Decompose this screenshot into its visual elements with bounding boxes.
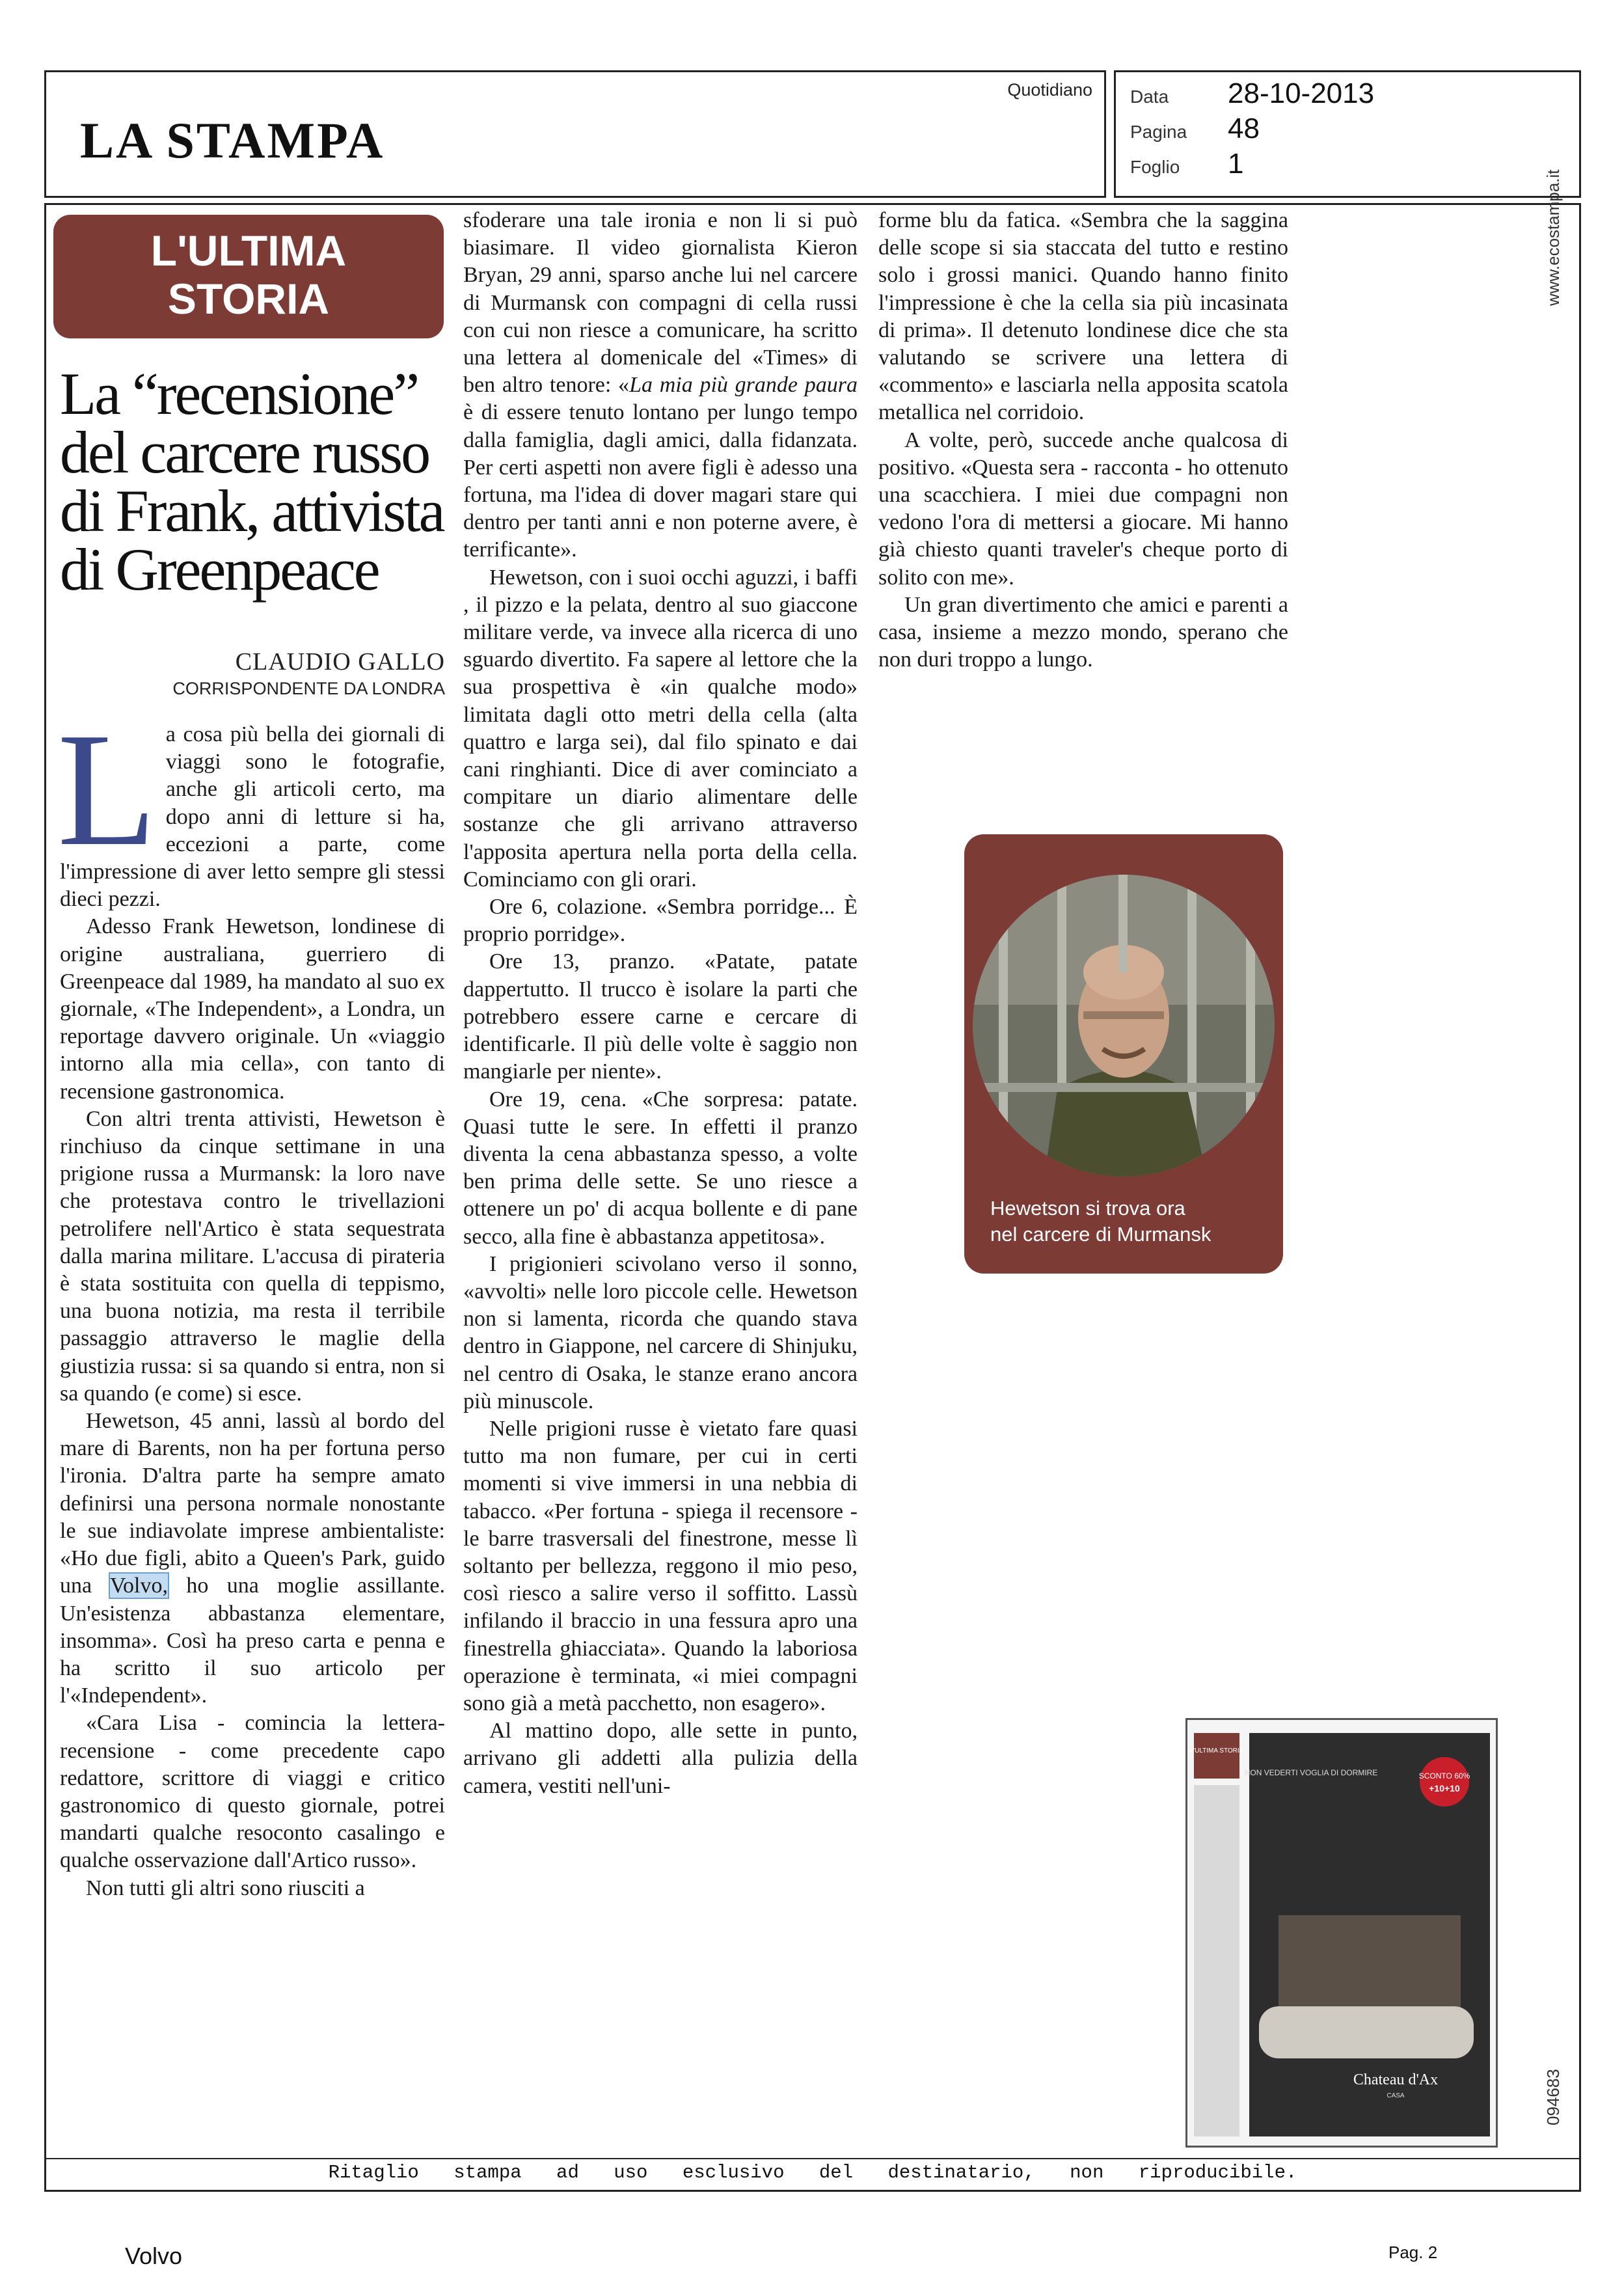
thumbnail-illustration	[1187, 1720, 1496, 2146]
author-name: CLAUDIO GALLO	[235, 648, 445, 676]
page-row	[1130, 113, 1260, 145]
paragraph: forme blu da fatica. «Sembra che la saggina delle scope si sia staccata del tutto e restino solo i grossi manici. Quando hanno finito l'impressione è che la cella sia più incasinata di prima». Il detenuto londinese dice che sta valutando se scrivere una lettera di «commento» e lasciarla nella apposita scatola metallica nel corridoio.	[878, 208, 1288, 425]
paragraph: Hewetson, 45 anni, lassù al bordo del mare di Barents, non ha per fortuna perso l'ironia. D'altra parte ha sempre amato definirsi una persona normale nonostante le sue indiavolate imprese ambientaliste: «Ho due figli, abito a Queen's Park, guido una Volvo, ho una moglie assillante. Un'esistenza abbastanza elementare, insomma». Così ha preso carta e penna e ha scritto il suo articolo per l'«Independent».	[60, 1409, 446, 1708]
paragraph: «Cara Lisa - comincia la lettera-recensione - come precedente capo redattore, scrittore di viaggi e critico gastronomico di questo giornale, potrei mandarti qualche resoconto casalingo e qualche osservazione dall'Artico russo».	[60, 1711, 445, 1873]
sheet-label: Foglio	[1130, 157, 1180, 177]
footer-divider	[44, 2158, 1581, 2159]
drop-cap: L	[57, 700, 157, 880]
byline	[60, 648, 445, 699]
article-column-3	[878, 207, 1288, 674]
paragraph: Con altri trenta attivisti, Hewetson è rinchiuso da cinque settimane in una prigione russa a Murmansk: la loro nave che protestava contro le trivellazioni petrolifere nell'Artico è stata sequestrata dalla marina militare. L'accusa di pirateria è stata sostituita con quella di teppismo, una buona notizia, ma resta il terribile passaggio attraverso le maglie della giustizia russa: si sa quando si entra, non si sa quando (e come) si esce.	[60, 1106, 445, 1406]
author-role: CORRISPONDENTE DA LONDRA	[172, 679, 445, 698]
date-value: 28-10-2013	[1228, 77, 1375, 109]
thumb-banner: NON VEDERTI VOGLIA DI DORMIRE	[1244, 1768, 1378, 1777]
sheet-row	[1130, 148, 1243, 180]
client-keyword: Volvo	[125, 2243, 183, 2269]
date-row	[1130, 77, 1374, 110]
thumb-offer: +10+10	[1429, 1783, 1460, 1794]
masthead-box	[44, 70, 1106, 198]
section-kicker	[53, 215, 444, 338]
paragraph: Non tutti gli altri sono riusciti a	[86, 1876, 365, 1900]
photo-illustration	[973, 875, 1275, 1177]
page-thumbnail	[1185, 1718, 1498, 2148]
photo-panel	[964, 834, 1283, 1274]
paragraph: I prigionieri scivolano verso il sonno, «avvolti» nelle loro piccole celle. Hewetson non si lamenta, ricorda che quando stava dentro in Giappone, nel carcere di Shinjuku, nel centro di Osaka, le stanze erano ancora più minuscole.	[463, 1251, 858, 1413]
paragraph: sfoderare una tale ironia e non li si può biasimare. Il video giornalista Kieron Bryan, 29 anni, sparso anche lui nel carcere di Murmansk con compagni di cella russi con cui non riesce a comunicare, ha scritto una lettera al domenicale del «Times» di ben altro tenore: «La mia più grande paura è di essere tenuto lontano per lungo tempo dalla famiglia, dagli amici, dalla fidanzata. Per certi aspetti non avere figli è adesso una fortuna, ma l'idea di dover magari stare qui dentro per tanti anni e non poterne avere, è terrificante».	[463, 208, 858, 562]
article-column-1	[57, 700, 446, 1902]
thumb-discount: SCONTO 60%	[1418, 1771, 1470, 1781]
paragraph: Nelle prigioni russe è vietato fare quasi tutto ma non fumare, per cui in certi momenti si vive immersi in una nebbia di tabacco. «Per fortuna - spiega il recensore - le barre trasversali del finestrone, messe lì soltanto per bellezza, reggono il mio peso, così riesco a salire verso il soffitto. Lassù infilando il braccio in una fessura apro una finestrella ghiacciata». Quando la laboriosa operazione è terminata, «i miei compagni sono già a metà pacchetto, non esagero».	[463, 1416, 858, 1715]
side-url: www.ecostampa.it	[1543, 169, 1563, 306]
thumb-brand-sub: CASA	[1387, 2092, 1405, 2099]
paragraph: Adesso Frank Hewetson, londinese di origine australiana, guerriero di Greenpeace dal 1989, ha mandato al suo ex giornale, «The Independent», a Londra, un reportage davvero originale. Un «viaggio intorno alla mia cella», con tanto di recensione gastronomica.	[60, 914, 445, 1104]
prisoner-photo	[973, 875, 1275, 1177]
highlighted-keyword: Volvo,	[109, 1574, 168, 1598]
article-headline: La “recensione” del carcere russo di Frank, attivista di Greenpeace	[60, 361, 444, 603]
kicker-line-2: STORIA	[167, 275, 330, 323]
paragraph: La cosa più bella dei giornali di viaggi sono le fotografie, anche gli articoli certo, ma dopo anni di letture si ha, eccezioni a parte, come l'impressione di aver letto sempre gli stessi dieci pezzi.	[57, 700, 445, 912]
paragraph: A volte, però, succede anche qualcosa di positivo. «Questa sera - racconta - ho ottenuto una scacchiera. I miei due compagni non vedono l'ora di mettersi a giocare. Mi hanno già chiesto quanti traveler's cheque porto di solito con me».	[878, 428, 1288, 590]
masthead-logo: LA STAMPA	[80, 112, 385, 169]
clipping-notice: Ritaglio stampa ad uso esclusivo del destinatario, non riproducibile.	[328, 2162, 1297, 2183]
page-number: Pag. 2	[1388, 2243, 1438, 2262]
photo-caption: Hewetson si trova ora nel carcere di Murmansk	[990, 1197, 1211, 1246]
article-column-2	[463, 207, 858, 1800]
publication-type: Quotidiano	[1007, 80, 1092, 100]
paragraph: Ore 19, cena. «Che sorpresa: patate. Quasi tutte le sere. In effetti il pranzo diventa la cena abbastanza spesso, a volte ben prima delle sette. Se uno riesce a ottenere un po' di acqua bollente e di pane secco, alla fine è abbastanza appetitosa».	[463, 1087, 858, 1249]
paragraph: Ore 13, pranzo. «Patate, patate dappertutto. Il trucco è isolare la parti che potrebbero essere carne e cercare di identificarle. Il più delle volte è saggio non mangiarle per niente».	[463, 949, 858, 1084]
page-label: Pagina	[1130, 122, 1187, 142]
page-value: 48	[1228, 113, 1260, 144]
paragraph: Hewetson, con i suoi occhi aguzzi, i baffi , il pizzo e la pelata, dentro al suo giaccone militare verde, va invece alla ricerca di uno sguardo divertito. Fa sapere al lettore che la sua prospettiva è «in qualche modo» limitata dagli otto metri della cella (alta quattro e larga sei), dal filo spinato e dai cani ringhianti. Dice di aver cominciato a compitare un diario alimentare delle sostanze che gli arrivano attraverso l'apposita apertura nella porta della cella. Cominciamo con gli orari.	[463, 565, 858, 892]
thumb-kicker: L'ULTIMA STORIA	[1189, 1747, 1244, 1754]
side-code: 094683	[1543, 2069, 1563, 2125]
paragraph: Al mattino dopo, alle sette in punto, arrivano gli addetti alla pulizia della camera, vestiti nell'uni-	[463, 1719, 858, 1798]
thumb-brand: Chateau d'Ax	[1353, 2071, 1439, 2088]
paragraph: Un gran divertimento che amici e parenti a casa, insieme a mezzo mondo, sperano che non duri troppo a lungo.	[878, 592, 1288, 672]
metadata-box	[1114, 70, 1581, 198]
date-label: Data	[1130, 87, 1169, 107]
paragraph: Ore 6, colazione. «Sembra porridge... È proprio porridge».	[463, 895, 858, 947]
kicker-line-1: L'ULTIMA	[150, 226, 347, 275]
sheet-value: 1	[1228, 148, 1244, 180]
